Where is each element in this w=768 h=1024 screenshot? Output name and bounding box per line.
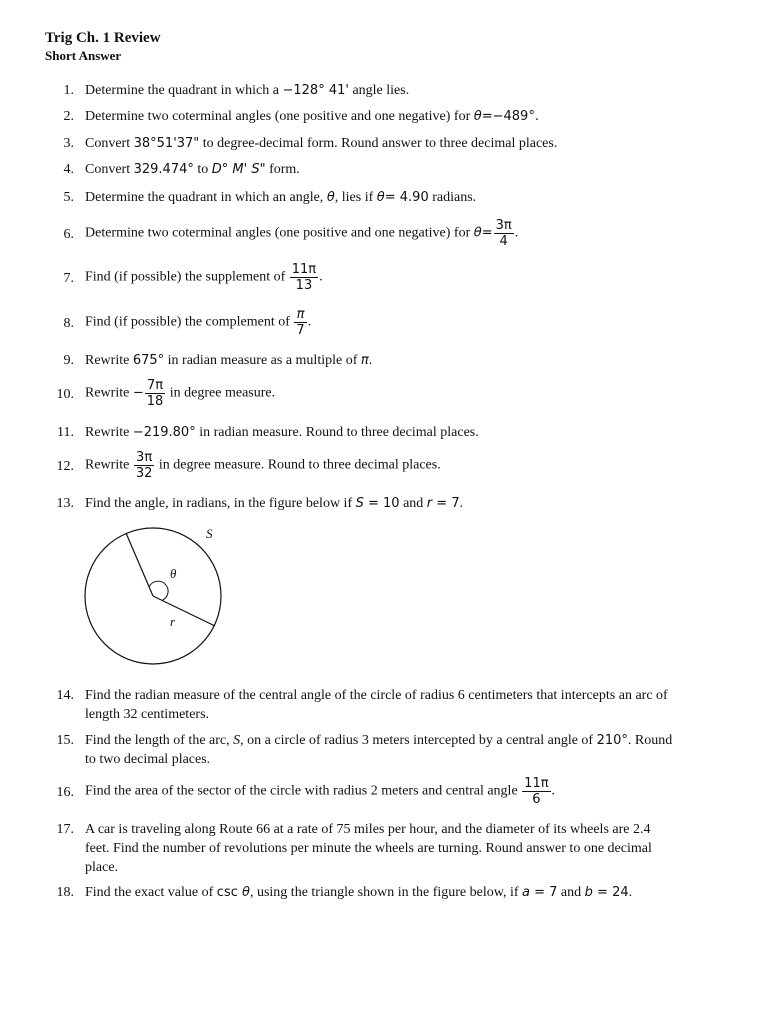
- fraction-denominator: 13: [295, 278, 313, 293]
- math-angle: 329.474°: [133, 162, 194, 177]
- text-run: and: [557, 885, 585, 900]
- text-line: to two decimal places.: [85, 752, 211, 767]
- text-line: A car is traveling along Route 66 at a rate of 75 miles per hour, and the diameter of its wheels are 2.4: [85, 822, 651, 837]
- math-var-s: S: [355, 496, 364, 511]
- fraction-numerator: 3π: [134, 450, 155, 466]
- question-number: 11.: [57, 425, 74, 440]
- math-angle: −219.80°: [132, 425, 196, 440]
- question-text: [85, 820, 728, 877]
- question-number: 2.: [63, 109, 74, 124]
- question-text: [85, 218, 728, 249]
- math-value: = 24: [592, 885, 629, 900]
- math-angle: 210°: [596, 733, 628, 748]
- math-minus: −: [132, 385, 144, 401]
- text-run: Rewrite: [85, 385, 133, 401]
- text-line: feet. Find the number of revolutions per minute the wheels are turning. Round answer to one decimal: [85, 841, 652, 856]
- math-theta: θ: [326, 190, 335, 205]
- text-run: Find the exact value of: [85, 885, 217, 900]
- math-angle: 675°: [132, 353, 165, 368]
- fraction: [290, 262, 318, 293]
- question-text: [85, 262, 728, 293]
- fraction-denominator: 7: [296, 323, 305, 338]
- circle-figure: [80, 522, 230, 667]
- question-number: 4.: [63, 162, 74, 177]
- text-run: .: [368, 353, 373, 368]
- question-number: 17.: [56, 822, 74, 837]
- text-run: in radian measure. Round to three decimal places.: [195, 425, 479, 440]
- text-line: place.: [85, 860, 119, 875]
- math-csc: csc: [216, 885, 238, 900]
- text-run: to: [193, 162, 212, 177]
- question-text: [85, 686, 728, 724]
- question-number: 6.: [63, 227, 74, 242]
- question-number: 1.: [63, 83, 74, 98]
- question-number: 9.: [63, 353, 74, 368]
- question-number: 14.: [56, 688, 74, 703]
- text-run: in degree measure. Round to three decimal places.: [155, 457, 441, 473]
- question-number: 12.: [56, 459, 74, 474]
- math-pi: π: [360, 353, 369, 368]
- text-run: Convert: [85, 136, 134, 151]
- circle-diagram: [80, 522, 230, 667]
- question-text: [85, 776, 728, 807]
- fraction-denominator: 6: [532, 792, 541, 807]
- text-run: .: [551, 783, 556, 799]
- math-theta: θ: [473, 225, 482, 241]
- text-run: Rewrite: [85, 457, 133, 473]
- question-text: [85, 307, 728, 338]
- fraction-numerator: 11π: [524, 776, 549, 791]
- fraction-numerator: 7π: [145, 378, 166, 394]
- label-s: S: [206, 526, 213, 541]
- math-theta: θ: [473, 109, 482, 124]
- text-run: .: [514, 225, 519, 241]
- text-run: . Round: [627, 733, 673, 748]
- math-var-b: b: [584, 885, 593, 900]
- text-run: form.: [265, 162, 300, 177]
- question-text: [85, 351, 728, 370]
- question-number: 7.: [63, 271, 74, 286]
- question-number: 3.: [63, 136, 74, 151]
- text-run: angle lies.: [348, 83, 410, 98]
- text-run: , using the triangle shown in the figure below, if: [249, 885, 523, 900]
- fraction-numerator: 11π: [291, 262, 317, 277]
- text-run: Convert: [85, 162, 134, 177]
- text-run: radians.: [428, 190, 477, 205]
- text-run: , lies if: [334, 190, 377, 205]
- text-run: and: [399, 496, 427, 511]
- text-run: Find (if possible) the complement of: [85, 314, 294, 330]
- fraction: [145, 378, 166, 409]
- math-value: = 7: [432, 496, 460, 511]
- math-angle: −128° 41': [282, 83, 349, 98]
- question-text: [85, 883, 728, 902]
- text-run: in radian measure as a multiple of: [164, 353, 361, 368]
- fraction-denominator: 32: [135, 466, 153, 481]
- text-run: on a circle of radius 3 meters intercepted by a central angle of: [243, 733, 597, 748]
- text-run: Find (if possible) the supplement of: [85, 269, 289, 285]
- angle-arc: [149, 581, 168, 600]
- fraction-numerator: π: [294, 307, 306, 323]
- question-number: 16.: [56, 785, 74, 800]
- question-text: [85, 134, 728, 153]
- text-line: length 32 centimeters.: [85, 707, 210, 722]
- text-run: .: [307, 314, 312, 330]
- section-subtitle: Short Answer: [45, 48, 122, 63]
- text-run: .: [459, 496, 464, 511]
- text-run: Find the length of the arc,: [85, 733, 234, 748]
- text-run: Find the angle, in radians, in the figure below if: [85, 496, 356, 511]
- fraction-denominator: 4: [499, 234, 508, 249]
- fraction: [494, 218, 514, 249]
- question-number: 8.: [63, 316, 74, 331]
- label-r: r: [170, 614, 176, 629]
- question-text: [85, 107, 728, 126]
- fraction-numerator: 3π: [495, 218, 512, 233]
- math-var-a: a: [522, 885, 530, 900]
- math-var-s: S,: [233, 733, 244, 748]
- text-run: Determine two coterminal angles (one positive and one negative) for: [85, 225, 474, 241]
- text-run: Determine the quadrant in which a: [85, 83, 283, 98]
- math-angle: =−489°.: [481, 109, 539, 124]
- question-number: 5.: [63, 190, 74, 205]
- question-text: [85, 450, 728, 481]
- math-theta: θ: [237, 885, 250, 900]
- question-text: [85, 81, 728, 100]
- fraction-denominator: 18: [146, 394, 164, 409]
- question-text: [85, 160, 728, 179]
- math-theta: θ: [376, 190, 385, 205]
- math-equals: =: [481, 225, 493, 241]
- fraction: [294, 307, 306, 338]
- text-line: Find the radian measure of the central angle of the circle of radius 6 centimeters that intercepts an arc of: [85, 688, 668, 703]
- question-text: [85, 188, 728, 207]
- question-text: [85, 378, 728, 409]
- question-number: 15.: [56, 733, 74, 748]
- fraction: [522, 776, 550, 807]
- math-value: = 4.90: [384, 190, 429, 205]
- question-text: [85, 731, 728, 769]
- math-angle: 38°51'37": [133, 136, 200, 151]
- text-run: Find the area of the sector of the circle with radius 2 meters and central angle: [85, 783, 522, 799]
- text-run: .: [319, 269, 323, 285]
- math-value: = 7: [529, 885, 558, 900]
- question-number: 13.: [56, 496, 74, 511]
- math-var-r: r: [426, 496, 433, 511]
- math-dms: D° M' S": [211, 162, 266, 177]
- text-run: Rewrite: [85, 353, 133, 368]
- text-run: Determine two coterminal angles (one positive and one negative) for: [85, 109, 474, 124]
- text-run: .: [628, 885, 633, 900]
- text-run: Rewrite: [85, 425, 133, 440]
- label-theta: θ: [170, 566, 177, 581]
- page-title: Trig Ch. 1 Review: [45, 30, 161, 46]
- math-value: = 10: [363, 496, 400, 511]
- fraction: [134, 450, 155, 481]
- text-run: in degree measure.: [166, 385, 276, 401]
- question-number: 10.: [56, 387, 74, 402]
- text-run: to degree-decimal form. Round answer to three decimal places.: [199, 136, 558, 151]
- question-text: [85, 494, 728, 513]
- question-text: [85, 423, 728, 442]
- text-run: Determine the quadrant in which an angle,: [85, 190, 327, 205]
- question-number: 18.: [56, 885, 74, 900]
